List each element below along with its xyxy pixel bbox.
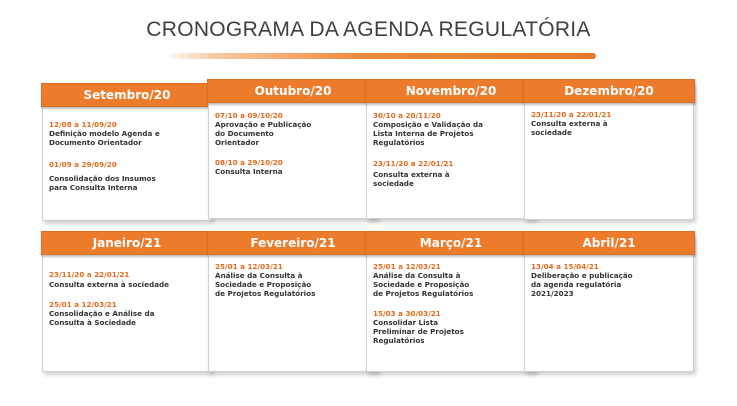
- page-title: CRONOGRAMA DA AGENDA REGULATÓRIA: [146, 18, 591, 41]
- entry-date: 23/11/20 a 22/01/21: [373, 159, 454, 168]
- entry-description: [373, 271, 529, 298]
- title-underline: [163, 53, 596, 59]
- entry-date: 25/01 a 12/03/21: [215, 262, 283, 271]
- entry-line: Consolidação e Análise da: [49, 309, 155, 318]
- entry-line: Análise da Consulta à: [373, 271, 461, 280]
- month-header: Janeiro/21: [41, 231, 213, 255]
- entry-line: Sociedade e Proposição: [373, 280, 470, 289]
- month-header: Novembro/20: [365, 79, 537, 103]
- entry-date: 25/01 a 12/03/21: [373, 262, 441, 271]
- entry-description: [373, 318, 529, 345]
- entry-line: da agenda regulatória: [531, 280, 622, 289]
- entry-date: 30/10 a 20/11/20: [373, 111, 441, 120]
- entry-date: 12/08 a 11/09/20: [49, 120, 117, 129]
- entry-date: 08/10 a 29/10/20: [215, 158, 283, 167]
- entry-date: 07/10 a 09/10/20: [215, 111, 283, 120]
- month-header: Outubro/20: [207, 79, 379, 103]
- entry-line: Regulatórios: [373, 336, 425, 345]
- schedule-entry: [49, 270, 205, 289]
- schedule-entry: [531, 110, 687, 137]
- entry-line: Sociedade e Proposição: [215, 280, 312, 289]
- entry-line: do Documento: [215, 129, 274, 138]
- entry-line: Orientador: [215, 138, 260, 147]
- schedule-entry: [49, 300, 205, 327]
- entry-line: Análise da Consulta à: [215, 271, 303, 280]
- entry-date: 13/04 a 15/04/21: [531, 262, 599, 271]
- card-marco-21: [366, 236, 536, 372]
- entry-line: Composição e Validação da: [373, 120, 483, 129]
- card-abril-21: [524, 236, 694, 372]
- entry-description: [373, 170, 529, 188]
- entry-description: [49, 280, 205, 289]
- entry-description: [49, 174, 205, 192]
- entry-line: de Projetos Regulatórios: [215, 289, 316, 298]
- entry-line: para Consulta Interna: [49, 183, 138, 192]
- schedule-entry: [215, 158, 371, 176]
- entry-line: sociedade: [531, 128, 572, 137]
- entry-line: Consolidar Lista: [373, 318, 439, 327]
- entry-line: sociedade: [373, 179, 414, 188]
- month-header: Dezembro/20: [523, 79, 695, 103]
- entry-description: [531, 119, 687, 137]
- entry-line: Preliminar de Projetos: [373, 327, 464, 336]
- entry-line: Aprovação e Publicação: [215, 120, 312, 129]
- entry-line: Consulta à Sociedade: [49, 318, 137, 327]
- month-header: Abril/21: [523, 231, 695, 255]
- entry-line: Regulatórios: [373, 138, 425, 147]
- schedule-entry: [531, 262, 687, 298]
- entry-date: 25/01 a 12/03/21: [49, 300, 117, 309]
- entry-date: 23/11/20 a 22/01/21: [49, 270, 130, 279]
- entry-description: [49, 129, 205, 147]
- entry-description: [531, 271, 687, 298]
- entry-line: Consulta externa à: [373, 170, 450, 179]
- entry-line: Documento Orientador: [49, 138, 142, 147]
- entry-description: [215, 120, 371, 147]
- month-header: Setembro/20: [41, 83, 213, 107]
- entry-date: 23/11/20 a 22/01/21: [531, 110, 612, 119]
- card-dezembro-20: [524, 84, 694, 220]
- schedule-entry: [215, 262, 371, 298]
- entry-description: [215, 271, 371, 298]
- entry-line: Consulta externa à: [531, 119, 608, 128]
- entry-description: [373, 120, 529, 147]
- entry-line: Deliberação e publicação: [531, 271, 633, 280]
- entry-line: de Projetos Regulatórios: [373, 289, 474, 298]
- entry-description: [215, 167, 371, 176]
- schedule-entry: [373, 262, 529, 298]
- card-fevereiro-21: [208, 236, 378, 372]
- schedule-entry: [373, 111, 529, 147]
- schedule-entry: [215, 111, 371, 147]
- entry-line: 2021/2023: [531, 289, 574, 298]
- entry-description: [49, 309, 205, 327]
- card-outubro-20: [208, 83, 378, 219]
- card-novembro-20: [366, 83, 536, 219]
- entry-line: Consolidação dos Insumos: [49, 174, 156, 183]
- entry-line: Definição modelo Agenda e: [49, 129, 160, 138]
- entry-line: Consulta Interna: [215, 167, 283, 176]
- schedule-entry: [373, 159, 529, 188]
- month-header: Fevereiro/21: [207, 231, 379, 255]
- month-header: Março/21: [365, 231, 537, 255]
- entry-date: 01/09 a 29/09/20: [49, 160, 117, 169]
- schedule-entry: [373, 309, 529, 345]
- entry-line: Lista Interna de Projetos: [373, 129, 474, 138]
- card-janeiro-21: [42, 236, 212, 372]
- schedule-entry: [49, 120, 205, 147]
- entry-date: 15/03 a 30/03/21: [373, 309, 441, 318]
- card-setembro-20: [42, 88, 212, 221]
- schedule-entry: [49, 160, 205, 192]
- entry-line: Consulta externa à sociedade: [49, 280, 169, 289]
